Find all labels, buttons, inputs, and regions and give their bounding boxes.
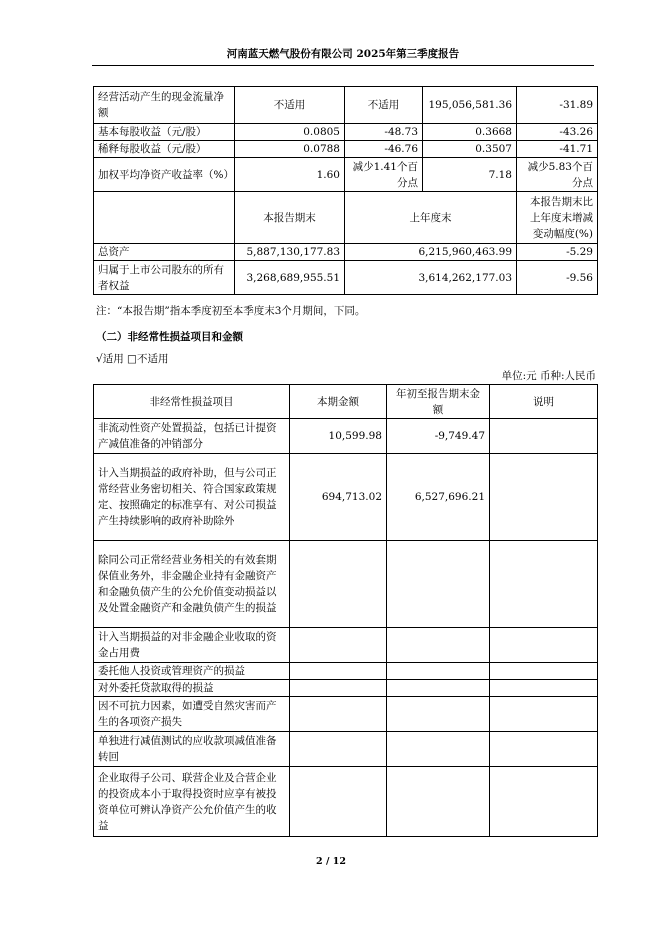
cell-value: 减少1.41个百分点 — [345, 158, 423, 192]
row-label: 归属于上市公司股东的所有者权益 — [94, 261, 235, 295]
table-row — [94, 628, 598, 663]
cell-value — [290, 628, 387, 663]
key-financial-data-table — [93, 86, 598, 295]
cell-value: 7.18 — [423, 158, 517, 192]
cell-value — [290, 541, 387, 628]
cell-value: 5,887,130,177.83 — [235, 244, 345, 261]
table-row — [94, 732, 598, 767]
cell-value: -48.73 — [345, 124, 423, 141]
cell-value: -9.56 — [517, 261, 598, 295]
table-row — [94, 261, 598, 295]
item-label: 委托他人投资或管理资产的损益 — [94, 663, 290, 680]
table-row — [94, 87, 598, 124]
cell-value — [387, 767, 490, 837]
cell-note — [490, 541, 598, 628]
row-label: 加权平均净资产收益率（%） — [94, 158, 235, 192]
cell-value: -41.71 — [517, 141, 598, 158]
cell-value — [387, 541, 490, 628]
col-header-change: 本报告期末比上年度末增减变动幅度(%) — [517, 192, 598, 244]
table-row — [94, 124, 598, 141]
col-header-prev-year-end: 上年度末 — [345, 192, 517, 244]
item-label: 计入当期损益的对非金融企业收取的资金占用费 — [94, 628, 290, 663]
report-header: 河南蓝天燃气股份有限公司 2025年第三季度报告 — [92, 46, 594, 66]
row-label: 经营活动产生的现金流量净额 — [94, 87, 235, 124]
cell-value: 0.3507 — [423, 141, 517, 158]
cell-value: 6,527,696.21 — [387, 454, 490, 541]
table-row — [94, 697, 598, 732]
cell-value: 减少5.83个百分点 — [517, 158, 598, 192]
applicable-checkbox-line: √适用 □不适用 — [96, 353, 169, 365]
cell-value: 195,056,581.36 — [423, 87, 517, 124]
item-label: 企业取得子公司、联营企业及合营企业的投资成本小于取得投资时应享有被投资单位可辨认净资产公允价值产生的收益 — [94, 767, 290, 837]
table-row — [94, 663, 598, 680]
table-subheader-row — [94, 192, 598, 244]
page-number: 2 / 12 — [316, 856, 346, 867]
cell-value: 0.0805 — [235, 124, 345, 141]
col-header-ytd: 年初至报告期末金额 — [387, 385, 490, 419]
cell-value — [387, 732, 490, 767]
cell-note — [490, 419, 598, 454]
col-header-current: 本期金额 — [290, 385, 387, 419]
cell-note — [490, 697, 598, 732]
cell-note — [490, 680, 598, 697]
row-label: 基本每股收益（元/股） — [94, 124, 235, 141]
table-row — [94, 419, 598, 454]
table-row — [94, 767, 598, 837]
cell-value — [290, 732, 387, 767]
item-label: 除同公司正常经营业务相关的有效套期保值业务外，非金融企业持有金融资产和金融负债产生的公允价值变动损益以及处置金融资产和金融负债产生的损益 — [94, 541, 290, 628]
cell-value: 10,599.98 — [290, 419, 387, 454]
cell-note — [490, 732, 598, 767]
cell-value: 0.0788 — [235, 141, 345, 158]
cell-value — [290, 663, 387, 680]
empty-cell — [94, 192, 235, 244]
item-label: 单独进行减值测试的应收款项减值准备转回 — [94, 732, 290, 767]
cell-note — [490, 663, 598, 680]
table-row — [94, 158, 598, 192]
section-title: （二）非经常性损益项目和金额 — [96, 331, 243, 343]
cell-value — [387, 628, 490, 663]
cell-note — [490, 454, 598, 541]
cell-note — [490, 628, 598, 663]
cell-value: -43.26 — [517, 124, 598, 141]
table-header-row — [94, 385, 598, 419]
cell-value: -46.76 — [345, 141, 423, 158]
cell-value — [387, 680, 490, 697]
non-recurring-items-table — [93, 384, 598, 837]
item-label: 非流动性资产处置损益，包括已计提资产减值准备的冲销部分 — [94, 419, 290, 454]
cell-value: 1.60 — [235, 158, 345, 192]
cell-value — [290, 680, 387, 697]
item-label: 计入当期损益的政府补助，但与公司正常经营业务密切相关、符合国家政策规定、按照确定的标准享有、对公司损益产生持续影响的政府补助除外 — [94, 454, 290, 541]
table-row — [94, 244, 598, 261]
cell-value: 不适用 — [235, 87, 345, 124]
table-row — [94, 541, 598, 628]
cell-value: 不适用 — [345, 87, 423, 124]
cell-value: 694,713.02 — [290, 454, 387, 541]
cell-value: 3,614,262,177.03 — [345, 261, 517, 295]
cell-value — [387, 697, 490, 732]
cell-value: -9,749.47 — [387, 419, 490, 454]
row-label: 总资产 — [94, 244, 235, 261]
table-note: 注：“本报告期”指本季度初至本季度末3个月期间，下同。 — [96, 305, 366, 317]
cell-value: -5.29 — [517, 244, 598, 261]
cell-value — [290, 767, 387, 837]
col-header-item: 非经常性损益项目 — [94, 385, 290, 419]
table-row — [94, 454, 598, 541]
cell-value: 0.3668 — [423, 124, 517, 141]
cell-value — [387, 663, 490, 680]
row-label: 稀释每股收益（元/股） — [94, 141, 235, 158]
cell-value: 6,215,960,463.99 — [345, 244, 517, 261]
item-label: 对外委托贷款取得的损益 — [94, 680, 290, 697]
table-row — [94, 141, 598, 158]
cell-note — [490, 767, 598, 837]
table-row — [94, 680, 598, 697]
cell-value: -31.89 — [517, 87, 598, 124]
cell-value — [290, 697, 387, 732]
col-header-current-end: 本报告期末 — [235, 192, 345, 244]
col-header-note: 说明 — [490, 385, 598, 419]
currency-unit: 单位:元 币种:人民币 — [501, 370, 596, 382]
item-label: 因不可抗力因素，如遭受自然灾害而产生的各项资产损失 — [94, 697, 290, 732]
cell-value: 3,268,689,955.51 — [235, 261, 345, 295]
